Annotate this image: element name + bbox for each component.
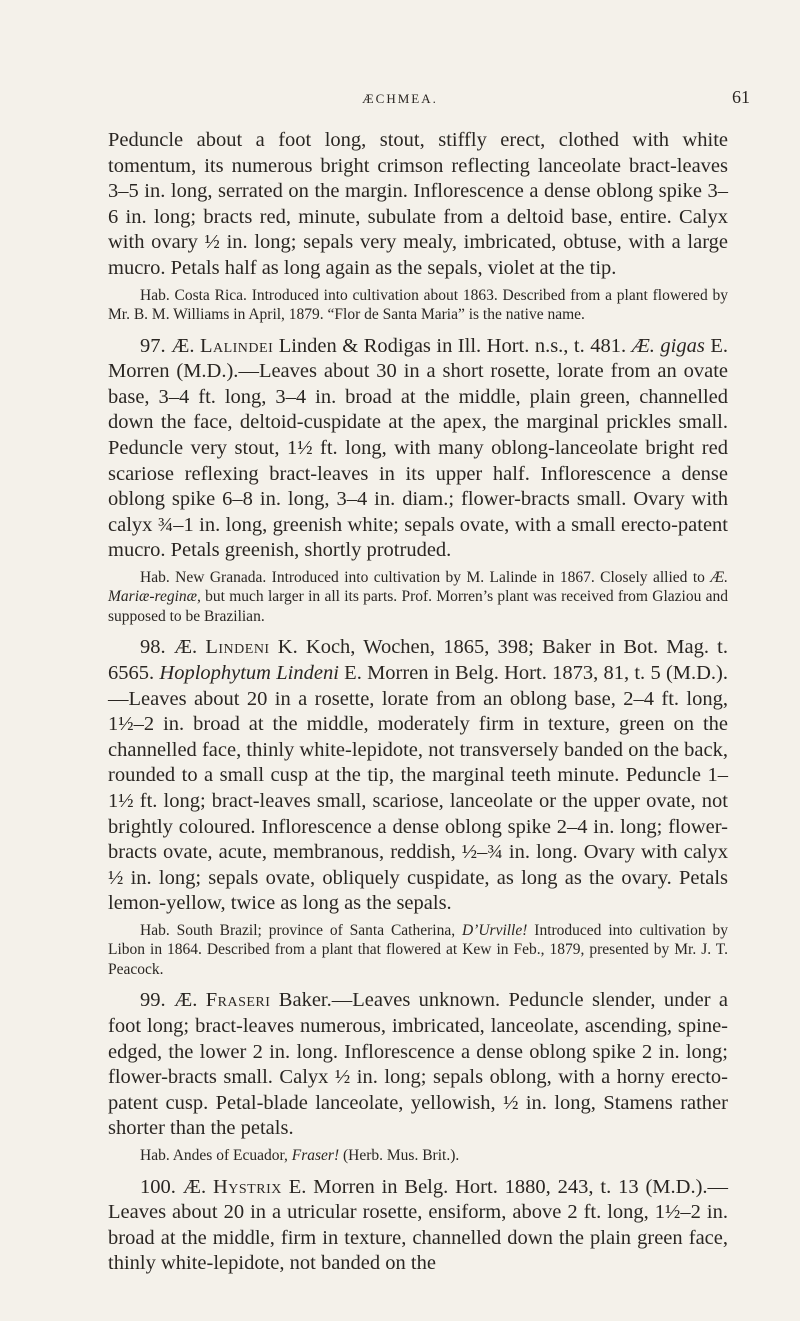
running-head: ÆCHMEA. xyxy=(362,91,438,106)
synonym: gigas xyxy=(660,334,705,357)
entry-paragraph xyxy=(108,128,728,282)
species-number: 99. xyxy=(140,989,166,1012)
habitat-note xyxy=(108,921,728,980)
synonym-genus: Æ. xyxy=(631,334,655,357)
species-name: Fraseri xyxy=(205,989,271,1012)
citation: E. Morren in Belg. Hort. 1880, 243, t. 13 (M.D.). xyxy=(288,1175,708,1198)
genus-abbrev: Æ. xyxy=(174,989,198,1012)
species-name: Lindeni xyxy=(205,636,270,659)
genus-abbrev: Æ. xyxy=(171,334,195,357)
habitat-note: Hab. Costa Rica. Introduced into cultivation about 1863. Described from a plant flowered by Mr. B. M. Williams in April, 1879. “Flor de Santa Maria” is the native name. xyxy=(108,286,728,324)
citation: Baker. xyxy=(278,989,332,1012)
description: —Leaves about 30 in a short rosette, lorate from an ovate base, 3–4 ft. long, 3–4 in. broad at the middle, plain green, channelled down the face, deltoid-cuspidate at the apex, the marginal prickles small. Peduncle very stout, 1½ ft. long, with many oblong-lanceolate bright red scariose reflexing bract-leaves in its upper half. Inflorescence a dense oblong spike 6–8 in. long, 3–4 in. diam.; flower-bracts small. Ovary with calyx ¾–1 in. long, greenish white; sepals ovate, with a small erecto-patent mucro. Petals greenish, shortly protruded. xyxy=(108,360,728,562)
habitat-note xyxy=(108,568,728,627)
genus-abbrev: Æ. xyxy=(182,1175,207,1198)
species-entry-97 xyxy=(108,334,728,564)
habitat-text: Introduced into cultivation by Libon in 1864. Described from a plant that flowered at Kew in Feb., 1879, presented by Mr. J. T. Peacock. xyxy=(108,921,729,978)
species-name: Lalindei xyxy=(199,334,274,357)
description: —Leaves about 20 in a rosette, lorate from an oblong base, 2–4 ft. long, 1½–2 in. broad at the middle, moderately firm in texture, green on the channelled face, thinly white-lepidote, not transversely banded on the back, rounded to a small cusp at the tip, the marginal teeth minute. Peduncle 1–1½ ft. long; bract-leaves small, scariose, lanceolate or the upper ovate, not brightly coloured. Inflorescence a dense oblong spike 2–4 in. long; flower-bracts ovate, acute, membranous, reddish, ½–¾ in. long. Ovary with calyx ½ in. long; sepals ovate, obliquely cuspidate, as long as the ovary. Petals lemon-yellow, twice as long as the sepals. xyxy=(108,687,728,915)
habitat-text: (Herb. Mus. Brit.). xyxy=(343,1147,460,1164)
genus-abbrev: Æ. xyxy=(173,636,198,659)
citation: Linden & Rodigas in Ill. Hort. n.s., t. 481. xyxy=(278,334,627,357)
citation: K. Koch, Wochen, 1865, 398; Baker in Bot. Mag. t. 6565. xyxy=(108,636,729,684)
species-number: 97. xyxy=(140,334,166,357)
habitat-reference: D’Urville! xyxy=(461,921,528,939)
species-name: Hystrix xyxy=(212,1175,282,1198)
species-entry-100 xyxy=(108,1175,728,1277)
habitat-reference: Æ. Mariæ-reginæ, xyxy=(108,568,729,606)
synonym-author: E. Morren in Belg. Hort. 1873, 81, t. 5 (M.D.). xyxy=(344,662,729,684)
habitat-text: but much larger in all its parts. Prof. Morren’s plant was received from Glaziou and supposed to be Brazilian. xyxy=(108,588,729,625)
description: —Leaves about 20 in a utricular rosette, ensiform, above 2 ft. long, 1½–2 in. broad at the middle, firm in texture, channelled down the plain green face, thinly white-lepidote, not banded on the xyxy=(108,1175,729,1275)
species-number: 100. xyxy=(140,1175,176,1198)
species-entry-99 xyxy=(108,988,728,1142)
habitat-text: Hab. South Brazil; province of Santa Catherina, xyxy=(140,921,456,939)
entry-text: Peduncle about a foot long, stout, stiffly erect, clothed with white tomentum, its numerous bright crimson reflecting lanceolate bract-leaves 3–5 in. long, serrated on the margin. Inflorescence a dense oblong spike 3–6 in. long; bracts red, minute, subulate from a deltoid base, entire. Calyx with ovary ½ in. long; sepals very mealy, imbricated, obtuse, with a large mucro. Petals half as long again as the sepals, violet at the tip. xyxy=(108,129,728,279)
habitat-reference: Fraser! xyxy=(291,1147,340,1164)
species-number: 98. xyxy=(140,636,166,659)
synonym: Hoplophytum Lindeni xyxy=(159,662,339,684)
habitat-text: Hab. New Granada. Introduced into cultivation by M. Lalinde in 1867. Closely allied to xyxy=(140,568,705,586)
habitat-text: Hab. Andes of Ecuador, xyxy=(140,1147,288,1164)
page-number: 61 xyxy=(732,87,750,107)
description: —Leaves unknown. Peduncle slender, under a foot long; bract-leaves numerous, imbricated, lanceolate, ascending, spine-edged, the lower 2 in. long. Inflorescence a dense oblong spike 2 in. long; flower-bracts small. Calyx ½ in. long; sepals oblong, with a horny erecto-patent cusp. Petal-blade lanceolate, yellowish, ½ in. long, Stamens rather shorter than the petals. xyxy=(108,989,729,1140)
habitat-note xyxy=(108,1146,728,1166)
page-body xyxy=(108,128,728,1277)
species-entry-98 xyxy=(108,635,728,917)
synonym-author: E. Morren (M.D.). xyxy=(108,334,728,383)
